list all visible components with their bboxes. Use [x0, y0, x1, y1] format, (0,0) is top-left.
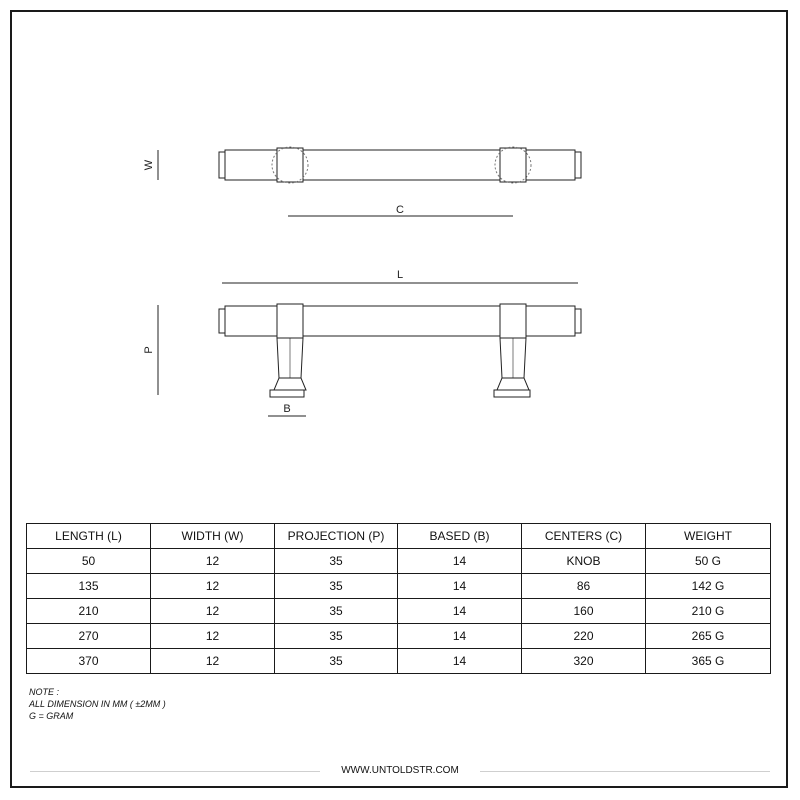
projection-label: P: [143, 346, 155, 354]
header-weight: WEIGHT: [646, 524, 771, 549]
top-left-post: [277, 148, 303, 182]
top-right-rod-end: [526, 150, 575, 180]
cell-based: 14: [398, 574, 522, 599]
table-row: [27, 574, 771, 599]
cell-weight: 142 G: [646, 574, 771, 599]
length-label: L: [396, 269, 404, 281]
side-right-rod-end: [526, 306, 575, 336]
cell-projection: 35: [275, 574, 398, 599]
cell-width: 12: [151, 599, 275, 624]
top-left-end-cap: [219, 152, 225, 178]
side-left-post-collar: [277, 304, 303, 338]
cell-projection: 35: [275, 599, 398, 624]
side-right-end-cap: [575, 309, 581, 333]
header-width: WIDTH (W): [151, 524, 275, 549]
header-centers: CENTERS (C): [522, 524, 646, 549]
table-row: [27, 649, 771, 674]
top-right-end-cap: [575, 152, 581, 178]
note-dimension-unit: ALL DIMENSION IN MM ( ±2MM ): [29, 699, 166, 709]
cell-projection: 35: [275, 624, 398, 649]
cell-length: 370: [27, 649, 151, 674]
cell-projection: 35: [275, 549, 398, 574]
top-right-post: [500, 148, 526, 182]
cell-weight: 50 G: [646, 549, 771, 574]
cell-centers: 220: [522, 624, 646, 649]
cell-width: 12: [151, 549, 275, 574]
cell-width: 12: [151, 624, 275, 649]
side-right-post-collar: [500, 304, 526, 338]
cell-based: 14: [398, 549, 522, 574]
cell-length: 50: [27, 549, 151, 574]
cell-weight: 210 G: [646, 599, 771, 624]
side-left-base: [270, 390, 304, 397]
cell-based: 14: [398, 649, 522, 674]
table-row: [27, 549, 771, 574]
side-left-end-cap: [219, 309, 225, 333]
cell-centers: 320: [522, 649, 646, 674]
note-gram: G = GRAM: [29, 711, 74, 721]
footer-website: WWW.UNTOLDSTR.COM: [341, 765, 459, 776]
cell-based: 14: [398, 624, 522, 649]
cell-width: 12: [151, 574, 275, 599]
centers-label: C: [396, 204, 404, 216]
cell-length: 270: [27, 624, 151, 649]
header-length: LENGTH (L): [27, 524, 151, 549]
note-title: NOTE :: [29, 687, 60, 697]
table-header-row: [27, 524, 771, 549]
side-bar: [303, 306, 500, 336]
side-view: [143, 269, 581, 416]
cell-weight: 365 G: [646, 649, 771, 674]
side-right-base: [494, 390, 530, 397]
cell-projection: 35: [275, 649, 398, 674]
cell-width: 12: [151, 649, 275, 674]
width-label: W: [143, 159, 155, 171]
based-label: B: [283, 403, 291, 415]
top-view: [143, 147, 581, 216]
cell-centers: 160: [522, 599, 646, 624]
specification-table: [26, 523, 771, 674]
side-right-post-flare: [497, 378, 529, 390]
notes: [29, 686, 166, 722]
side-left-post-flare: [274, 378, 306, 390]
cell-centers: KNOB: [522, 549, 646, 574]
cell-length: 210: [27, 599, 151, 624]
cell-length: 135: [27, 574, 151, 599]
header-projection: PROJECTION (P): [275, 524, 398, 549]
side-left-rod-end: [225, 306, 277, 336]
cell-based: 14: [398, 599, 522, 624]
header-based: BASED (B): [398, 524, 522, 549]
table-row: [27, 599, 771, 624]
table-row: [27, 624, 771, 649]
cell-centers: 86: [522, 574, 646, 599]
top-bar: [303, 150, 500, 180]
cell-weight: 265 G: [646, 624, 771, 649]
top-left-rod-end: [225, 150, 277, 180]
